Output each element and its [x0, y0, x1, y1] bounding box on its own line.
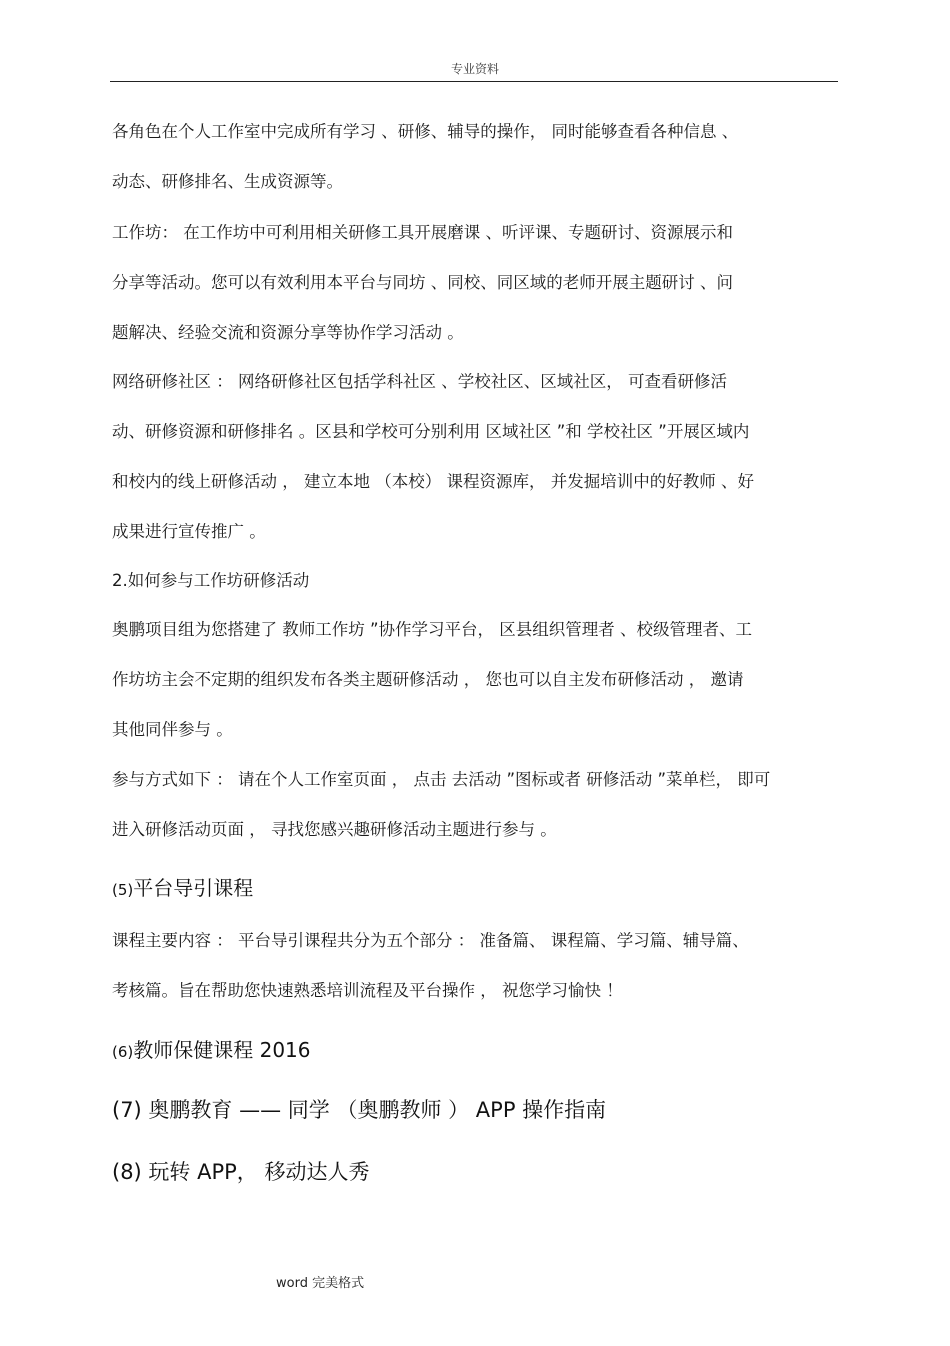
text-line: 分享等活动。您可以有效利用本平台与同坊 、同校、同区域的老师开展主题研讨 、问 — [112, 273, 733, 292]
heading-text: 教师保健课程 2016 — [133, 1038, 311, 1062]
text-line: 网络研修社区 ： 网络研修社区包括学科社区 、学校社区、区域社区， 可查看研修活 — [112, 372, 727, 391]
text-line: 动态、研修排名、生成资源等。 — [112, 172, 343, 191]
heading-8: (8) 玩转 APP， 移动达人秀 — [112, 1160, 370, 1184]
text-line: 课程主要内容 ： 平台导引课程共分为五个部分 ： 准备篇、 课程篇、学习篇、辅导篇、 — [112, 931, 749, 950]
paragraph-participation — [112, 755, 838, 855]
text-line: 题解决、经验交流和资源分享等协作学习活动 。 — [112, 323, 464, 342]
paragraph-network-community — [112, 357, 838, 557]
heading-5 — [112, 872, 253, 901]
text-line: 和校内的线上研修活动 ， 建立本地 （本校） 课程资源库， 并发掘培训中的好教师 、好 — [112, 472, 754, 491]
heading-7: (7) 奥鹏教育 —— 同学 （奥鹏教师 ） APP 操作指南 — [112, 1098, 607, 1122]
text-line: 工作坊： 在工作坊中可利用相关研修工具开展磨课 、听评课、专题研讨、资源展示和 — [112, 223, 733, 242]
heading-number: (6) — [112, 1043, 134, 1061]
text-line: 奥鹏项目组为您搭建了 教师工作坊 ”协作学习平台， 区县组织管理者 、校级管理者、工 — [112, 620, 753, 639]
text-line: 进入研修活动页面 ， 寻找您感兴趣研修活动主题进行参与 。 — [112, 820, 557, 839]
text-line: 其他同伴参与 。 — [112, 720, 233, 739]
text-line: 各角色在个人工作室中完成所有学习 、研修、辅导的操作， 同时能够查看各种信息 、 — [112, 122, 739, 141]
paragraph-aopeng-platform — [112, 605, 838, 755]
section-heading: 2.如何参与工作坊研修活动 — [112, 571, 310, 590]
header-title: 专业资料 — [450, 62, 499, 76]
header-divider — [110, 81, 838, 82]
paragraph-workshop — [112, 208, 838, 358]
paragraph-personal-studio — [112, 107, 838, 207]
text-line: 成果进行宣传推广 。 — [112, 522, 266, 541]
paragraph-course-content — [112, 916, 838, 1016]
text-line: 动、研修资源和研修排名 。区县和学校可分别利用 区域社区 ”和 学校社区 ”开展区域内 — [112, 422, 750, 441]
heading-number: (5) — [112, 881, 134, 899]
section-2-title — [112, 556, 838, 606]
text-line: 参与方式如下 ： 请在个人工作室页面 ， 点击 去活动 ”图标或者 研修活动 ”菜单栏， 即可 — [112, 770, 771, 789]
heading-text: 平台导引课程 — [133, 876, 254, 900]
heading-6 — [112, 1034, 311, 1063]
footer-text: word 完美格式 — [276, 1276, 365, 1291]
text-line: 作坊坊主会不定期的组织发布各类主题研修活动 ， 您也可以自主发布研修活动 ， 邀请 — [112, 670, 744, 689]
text-line: 考核篇。旨在帮助您快速熟悉培训流程及平台操作 ， 祝您学习愉快 ！ — [112, 981, 623, 1000]
